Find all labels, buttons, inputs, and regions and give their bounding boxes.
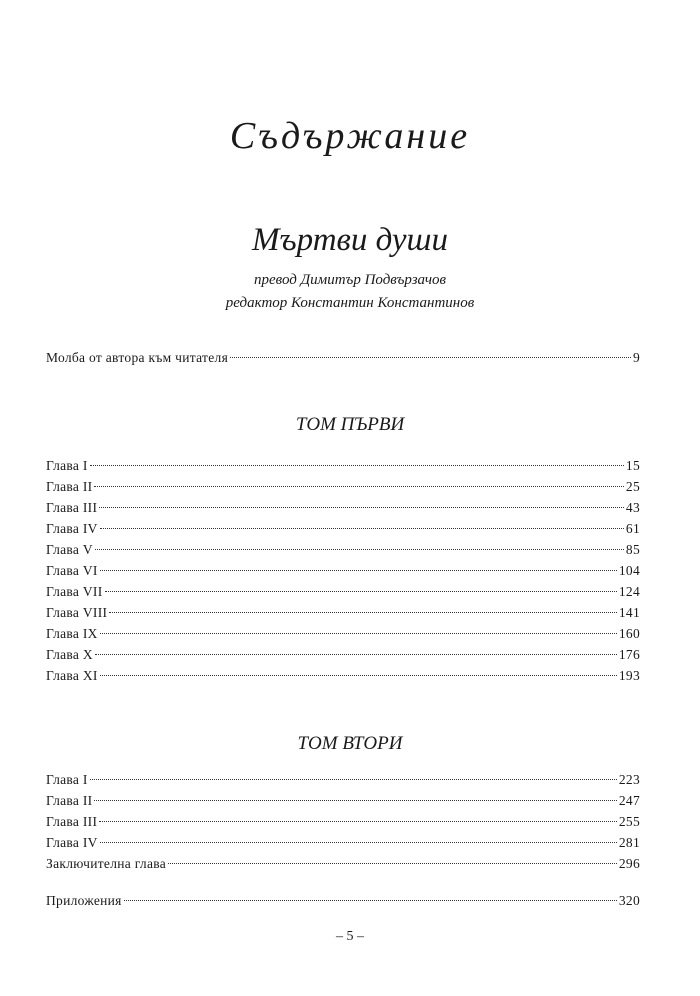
toc-entry-label: Глава I [46, 772, 88, 787]
toc-entry-label: Глава XI [46, 668, 98, 683]
toc-entry [46, 498, 640, 518]
editor-credit: редактор Константин Константинов [225, 295, 475, 311]
toc-entry-label: Глава X [46, 647, 93, 662]
dot-leader [94, 799, 616, 801]
toc-entry-page: 255 [618, 814, 640, 829]
toc-entry-page: 247 [618, 793, 640, 808]
toc-entry-label: Приложения [46, 893, 122, 908]
toc-entry [46, 519, 640, 539]
toc-entry-page: 320 [618, 893, 640, 908]
toc-entry [46, 791, 640, 811]
toc-entry-page: 141 [618, 605, 640, 620]
toc-entry [46, 561, 640, 581]
toc-entry [46, 645, 640, 665]
toc-entry-page: 160 [618, 626, 640, 641]
dot-leader [95, 548, 624, 550]
toc-entry [46, 456, 640, 476]
toc-entry [46, 624, 640, 644]
toc-entry-page: 193 [618, 668, 640, 683]
toc-entry-page: 61 [625, 521, 640, 536]
book-title: Мъртви души [252, 222, 448, 258]
dot-leader [90, 464, 624, 466]
dot-leader [99, 506, 624, 508]
toc-entry-label: Глава IV [46, 521, 98, 536]
toc-entry-label: Глава VI [46, 563, 98, 578]
toc-entry [46, 603, 640, 623]
dot-leader [99, 820, 617, 822]
toc-entry-label: Глава IX [46, 626, 98, 641]
dot-leader [124, 899, 617, 901]
toc-entry-appendix [46, 891, 640, 911]
toc-entry-intro [46, 348, 640, 368]
toc-entry-label: Заключителна глава [46, 856, 167, 871]
dot-leader [100, 527, 624, 529]
toc-entry-page: 85 [625, 542, 640, 557]
toc-entry [46, 833, 640, 853]
dot-leader [90, 778, 617, 780]
toc-entry-page: 223 [618, 772, 640, 787]
volume-two-heading: ТОМ ВТОРИ [297, 733, 403, 754]
toc-entry-page: 124 [618, 584, 640, 599]
dot-leader [94, 485, 623, 487]
volume-one-heading: ТОМ ПЪРВИ [295, 414, 405, 435]
toc-entry-page: 25 [625, 479, 640, 494]
toc-entry-label: Глава IV [46, 835, 98, 850]
page-title: Съдържание [229, 115, 471, 157]
toc-entry-page: 296 [618, 856, 640, 871]
dot-leader [100, 841, 617, 843]
toc-entry-label: Глава VIII [46, 605, 108, 620]
toc-entry-label: Глава II [46, 793, 93, 808]
dot-leader [100, 569, 617, 571]
toc-entry-label: Глава III [46, 814, 98, 829]
dot-leader [95, 653, 617, 655]
toc-entry [46, 540, 640, 560]
dot-leader [109, 611, 617, 613]
toc-entry-label: Глава II [46, 479, 93, 494]
toc-entry-label: Глава VII [46, 584, 103, 599]
toc-entry-label: Глава III [46, 500, 98, 515]
translator-credit: превод Димитър Подвързачов [253, 272, 447, 288]
toc-entry [46, 666, 640, 686]
toc-entry-page: 281 [618, 835, 640, 850]
toc-entry-page: 176 [618, 647, 640, 662]
toc-entry-label: Глава I [46, 458, 88, 473]
toc-entry-label: Молба от автора към читателя [46, 350, 229, 365]
toc-entry-page: 15 [625, 458, 640, 473]
dot-leader [230, 356, 631, 358]
toc-entry-label: Глава V [46, 542, 93, 557]
dot-leader [100, 632, 617, 634]
dot-leader [168, 862, 617, 864]
toc-entry-page: 9 [632, 350, 640, 365]
dot-leader [105, 590, 617, 592]
toc-entry-page: 104 [618, 563, 640, 578]
toc-entry [46, 812, 640, 832]
toc-entry [46, 770, 640, 790]
toc-entry [46, 582, 640, 602]
toc-entry-page: 43 [625, 500, 640, 515]
toc-entry [46, 854, 640, 874]
page-number: – 5 – [336, 929, 364, 944]
dot-leader [100, 674, 617, 676]
toc-entry [46, 477, 640, 497]
